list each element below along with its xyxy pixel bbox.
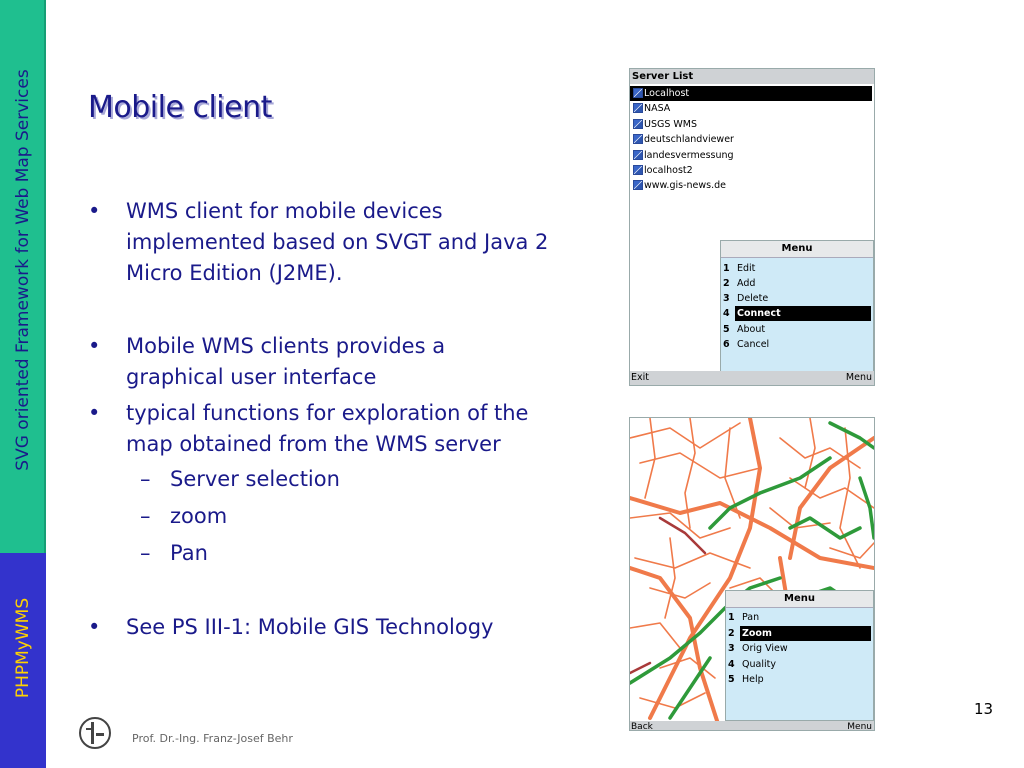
server-item[interactable]	[630, 163, 872, 178]
server-item[interactable]	[630, 178, 872, 193]
map-view-screenshot	[629, 417, 875, 731]
university-logo-icon	[78, 716, 112, 750]
map-icon	[633, 165, 643, 175]
server-list-header: Server List	[630, 69, 874, 84]
menu-item-number: 2	[728, 628, 735, 639]
menu-item-label: Delete	[737, 293, 769, 304]
menu-item-number: 4	[723, 308, 730, 319]
server-menu	[720, 240, 874, 373]
menu-item-number: 1	[723, 263, 730, 274]
menu-item-label: Zoom	[740, 626, 871, 641]
sub-marker: –	[140, 504, 151, 528]
server-name: NASA	[644, 103, 671, 114]
menu-item-number: 3	[723, 293, 730, 304]
menu-item-label: Quality	[742, 659, 776, 670]
bullet-text: See PS III-1: Mobile GIS Technology	[126, 615, 494, 639]
server-name: Localhost	[644, 88, 690, 99]
map-icon	[633, 119, 643, 129]
map-icon	[633, 103, 643, 113]
server-name: localhost2	[644, 165, 693, 176]
sub-marker: –	[140, 541, 151, 565]
menu-item-number: 4	[728, 659, 735, 670]
exit-softkey[interactable]: Exit	[631, 372, 649, 383]
sidebar	[0, 0, 46, 768]
sidebar-project-name: PHPMyWMS	[13, 597, 33, 699]
server-list-screenshot	[629, 68, 875, 386]
softkey-bar	[630, 371, 874, 385]
map-menu	[725, 590, 874, 721]
menu-item-label: Cancel	[737, 339, 770, 350]
footer-author: Prof. Dr.-Ing. Franz-Josef Behr	[132, 732, 293, 745]
server-name: landesvermessung	[644, 150, 734, 161]
map-icon	[633, 88, 643, 98]
server-item[interactable]	[630, 101, 872, 116]
menu-item-orig-view[interactable]	[726, 641, 873, 656]
menu-item-about[interactable]	[721, 322, 873, 337]
menu-item-number: 5	[728, 674, 735, 685]
menu-item-delete[interactable]	[721, 291, 873, 306]
menu-title: Menu	[726, 591, 873, 608]
server-name: USGS WMS	[644, 119, 698, 130]
server-item[interactable]	[630, 117, 872, 132]
menu-item-zoom[interactable]	[726, 626, 873, 641]
page-number: 13	[974, 700, 994, 718]
menu-title: Menu	[721, 241, 873, 258]
menu-item-cancel[interactable]	[721, 337, 873, 352]
menu-item-number: 1	[728, 612, 735, 623]
menu-item-connect[interactable]	[721, 306, 873, 321]
bullet-text: Mobile WMS clients provides a graphical user interface	[126, 334, 446, 389]
menu-softkey[interactable]: Menu	[845, 372, 872, 383]
menu-item-label: Edit	[737, 263, 756, 274]
bullet-text: WMS client for mobile devices implemented based on SVGT and Java 2 Micro Edition (J2ME).	[126, 199, 549, 285]
bullet-marker: •	[88, 401, 101, 425]
softkey-bar	[630, 721, 874, 731]
server-item[interactable]	[630, 132, 872, 147]
map-icon	[633, 180, 643, 190]
menu-item-number: 5	[723, 324, 730, 335]
map-icon	[633, 150, 643, 160]
menu-item-number: 6	[723, 339, 730, 350]
map-icon	[633, 134, 643, 144]
back-softkey[interactable]: Back	[631, 722, 653, 731]
sub-item-text: zoom	[170, 504, 228, 528]
sub-item-text: Server selection	[170, 467, 340, 491]
menu-item-add[interactable]	[721, 276, 873, 291]
menu-item-number: 2	[723, 278, 730, 289]
menu-softkey[interactable]: Menu	[847, 722, 872, 731]
server-name: deutschlandviewer	[644, 134, 734, 145]
sidebar-title: SVG oriented Framework for Web Map Services	[13, 69, 33, 471]
menu-item-label: Orig View	[742, 643, 788, 654]
menu-item-label: Add	[737, 278, 756, 289]
menu-item-label: Help	[742, 674, 764, 685]
menu-item-edit[interactable]	[721, 261, 873, 276]
menu-item-label: Connect	[735, 306, 871, 321]
menu-item-label: Pan	[742, 612, 760, 623]
bullet-marker: •	[88, 334, 101, 358]
menu-item-quality[interactable]	[726, 657, 873, 672]
menu-item-help[interactable]	[726, 672, 873, 687]
sub-item-text: Pan	[170, 541, 208, 565]
bullet-marker: •	[88, 615, 101, 639]
sub-marker: –	[140, 467, 151, 491]
server-item[interactable]	[630, 148, 872, 163]
server-item[interactable]	[630, 86, 872, 101]
menu-item-pan[interactable]	[726, 610, 873, 625]
menu-item-label: About	[737, 324, 766, 335]
menu-item-number: 3	[728, 643, 735, 654]
dark-routes	[630, 518, 705, 673]
slide-title: Mobile client	[88, 90, 272, 125]
server-name: www.gis-news.de	[644, 180, 726, 191]
bullet-text: typical functions for exploration of the map obtained from the WMS server	[126, 401, 529, 456]
bullet-marker: •	[88, 199, 101, 223]
